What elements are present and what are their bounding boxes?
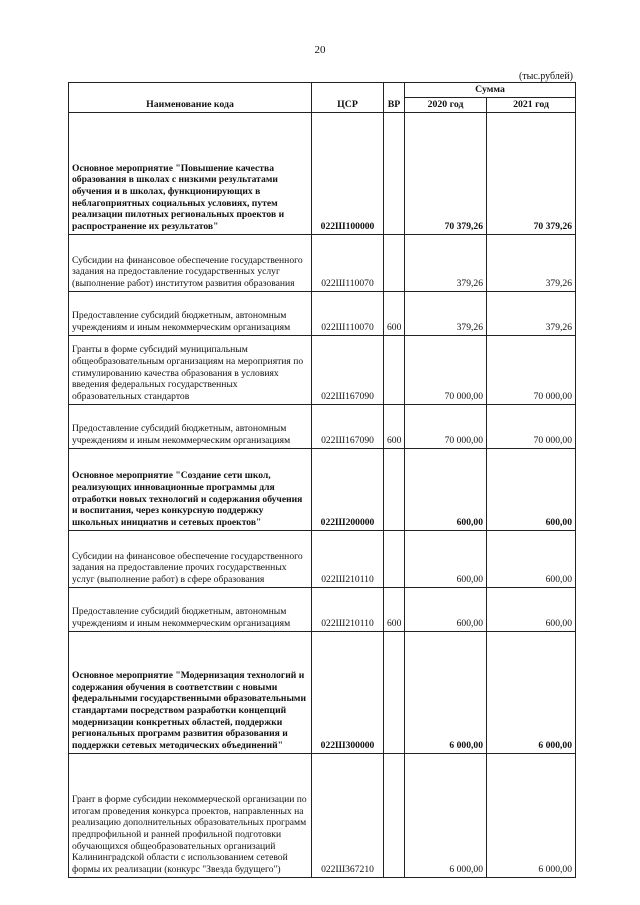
row-vr: 600 — [384, 291, 405, 335]
table-row — [69, 448, 576, 530]
table-row — [69, 112, 576, 234]
row-sum-2021: 70 000,00 — [487, 404, 576, 448]
table-row — [69, 753, 576, 877]
row-vr — [384, 234, 405, 291]
header-row-top — [69, 83, 576, 98]
row-sum-2021: 70 000,00 — [487, 335, 576, 404]
row-csr: 022Ш200000 — [312, 448, 384, 530]
row-sum-2020: 6 000,00 — [405, 631, 487, 753]
page-number: 20 — [314, 44, 326, 56]
table-row — [69, 335, 576, 404]
header-year-2021: 2021 год — [487, 97, 576, 112]
row-csr: 022Ш210110 — [312, 587, 384, 631]
row-csr: 022Ш167090 — [312, 335, 384, 404]
row-sum-2020: 600,00 — [405, 587, 487, 631]
row-csr: 022Ш167090 — [312, 404, 384, 448]
row-sum-2021: 379,26 — [487, 234, 576, 291]
row-vr — [384, 448, 405, 530]
table-row — [69, 291, 576, 335]
table-row — [69, 587, 576, 631]
row-vr: 600 — [384, 404, 405, 448]
row-vr: 600 — [384, 587, 405, 631]
row-sum-2021: 379,26 — [487, 291, 576, 335]
row-csr: 022Ш300000 — [312, 631, 384, 753]
row-sum-2020: 379,26 — [405, 291, 487, 335]
row-name: Основное мероприятие "Повышение качества образования в школах с низкими результатами обучения и в школах, функционирующих в неблагоприятных социальных условиях, путем реализации пилотных региональных проектов и распространение их результатов" — [69, 112, 312, 234]
row-sum-2020: 70 000,00 — [405, 404, 487, 448]
header-year-2020: 2020 год — [405, 97, 487, 112]
row-sum-2021: 600,00 — [487, 448, 576, 530]
row-name: Основное мероприятие "Создание сети школ, реализующих инновационные программы для отработки новых технологий и содержания обучения и воспитания, через конкурсную поддержку школьных инициатив и сетевых проектов" — [69, 448, 312, 530]
row-vr — [384, 753, 405, 877]
row-csr: 022Ш110070 — [312, 291, 384, 335]
row-sum-2020: 6 000,00 — [405, 753, 487, 877]
row-csr: 022Ш110070 — [312, 234, 384, 291]
row-vr — [384, 112, 405, 234]
row-sum-2020: 600,00 — [405, 448, 487, 530]
table-row — [69, 631, 576, 753]
row-csr: 022Ш210110 — [312, 530, 384, 587]
header-csr: ЦСР — [312, 83, 384, 113]
row-sum-2021: 6 000,00 — [487, 631, 576, 753]
row-csr: 022Ш100000 — [312, 112, 384, 234]
row-name: Предоставление субсидий бюджетным, автономным учреждениям и иным некоммерческим организациям — [69, 404, 312, 448]
row-sum-2020: 600,00 — [405, 530, 487, 587]
row-sum-2020: 379,26 — [405, 234, 487, 291]
row-sum-2020: 70 379,26 — [405, 112, 487, 234]
header-sum: Сумма — [405, 83, 576, 98]
row-vr — [384, 631, 405, 753]
row-vr — [384, 530, 405, 587]
row-name: Субсидии на финансовое обеспечение государственного задания на предоставление государственных услуг (выполнение работ) институтом развития образования — [69, 234, 312, 291]
row-name: Предоставление субсидий бюджетным, автономным учреждениям и иным некоммерческим организациям — [69, 587, 312, 631]
row-name: Грант в форме субсидии некоммерческой организации по итогам проведения конкурса проектов, направленных на реализацию дополнительных образовательных программ предпрофильной и ранней профильной подготовки обучающихся общеобразовательных организаций Калининградской области с использованием сетевой формы их реализации (конкурс "Звезда будущего") — [69, 753, 312, 877]
row-sum-2021: 600,00 — [487, 530, 576, 587]
header-vr: ВР — [384, 83, 405, 113]
row-csr: 022Ш367210 — [312, 753, 384, 877]
row-sum-2021: 70 379,26 — [487, 112, 576, 234]
row-name: Предоставление субсидий бюджетным, автономным учреждениям и иным некоммерческим организациям — [69, 291, 312, 335]
row-name: Субсидии на финансовое обеспечение государственного задания на предоставление прочих государственных услуг (выполнение работ) в сфере образования — [69, 530, 312, 587]
budget-table — [68, 82, 576, 878]
units-note: (тыс.рублей) — [518, 71, 573, 82]
row-name: Гранты в форме субсидий муниципальным общеобразовательным организациям на мероприятия по стимулированию качества образования в условиях введения федеральных государственных образовательных стандартов — [69, 335, 312, 404]
header-name: Наименование кода — [69, 83, 312, 113]
table-row — [69, 404, 576, 448]
row-sum-2021: 6 000,00 — [487, 753, 576, 877]
table-row — [69, 234, 576, 291]
row-vr — [384, 335, 405, 404]
row-sum-2021: 600,00 — [487, 587, 576, 631]
row-sum-2020: 70 000,00 — [405, 335, 487, 404]
table-row — [69, 530, 576, 587]
row-name: Основное мероприятие "Модернизация технологий и содержания обучения в соответствии с новыми федеральными государственными образовательными стандартами посредством разработки концепций модернизации конкретных областей, поддержки региональных программ развития образования и поддержки сетевых методических объединений" — [69, 631, 312, 753]
